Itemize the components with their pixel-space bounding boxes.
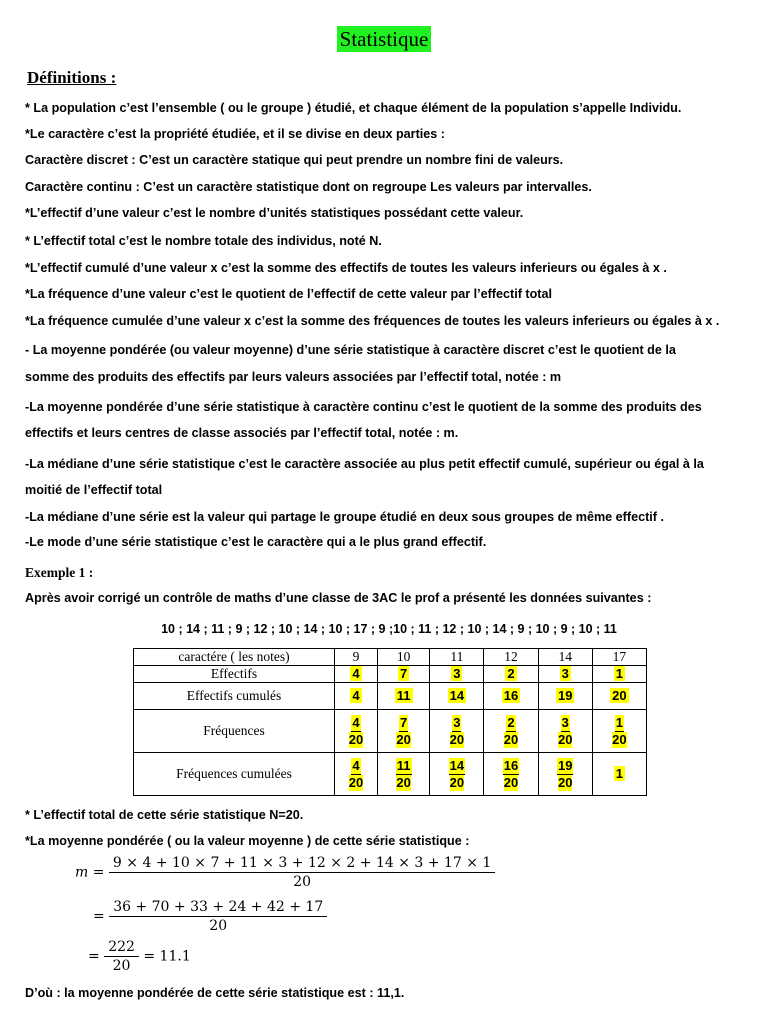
math-fraction (104, 939, 139, 974)
fraction-denominator: 20 (557, 731, 573, 747)
fraction-denominator: 20 (396, 731, 411, 747)
table-cell (538, 710, 592, 753)
fraction-denominator: 20 (348, 731, 364, 747)
table-row (134, 666, 647, 683)
math-fraction (109, 899, 327, 934)
definition-line: - La moyenne pondérée (ou valeur moyenne) d’une série statistique à caractère discret c’est le quotient de la (25, 343, 676, 357)
table-row (134, 683, 647, 710)
table-cell (592, 753, 646, 796)
highlighted-value: 1 (615, 766, 624, 781)
table-cell: 12 (484, 649, 538, 666)
fraction (396, 758, 412, 791)
definition-line: *L’effectif cumulé d’une valeur x c’est la somme des effectifs de toutes les valeurs inferieurs ou égales à x . (25, 261, 667, 275)
fraction-denominator: 20 (449, 774, 465, 790)
fraction-numerator: 3 (453, 714, 461, 730)
math-denominator: 20 (209, 918, 228, 934)
fraction-numerator: 14 (449, 757, 465, 773)
math-denominator: 20 (293, 874, 312, 890)
table-cell (335, 683, 378, 710)
math-equals: = (93, 908, 105, 925)
table-cell (592, 683, 646, 710)
definition-line: * L’effectif total c’est le nombre totale des individus, noté N. (25, 234, 382, 248)
page-title: Statistique (337, 26, 432, 52)
title-wrap (0, 26, 768, 52)
definition-line: Caractère continu : C’est un caractère statistique dont on regroupe Les valeurs par intervalles. (25, 180, 592, 194)
math-equals: = (88, 948, 100, 965)
table-cell (592, 710, 646, 753)
table-cell (378, 710, 430, 753)
definition-line: * La population c’est l’ensemble ( ou le groupe ) étudié, et chaque élément de la population s’appelle Individu. (25, 101, 682, 115)
math-equals: = (92, 864, 105, 881)
fraction-numerator: 1 (615, 714, 623, 730)
fraction-numerator: 3 (561, 714, 569, 730)
effectifs-label: Effectifs (134, 666, 335, 683)
math-line-2 (93, 899, 327, 934)
highlighted-value: 4 (352, 688, 360, 703)
math-result: = 11.1 (143, 948, 191, 965)
highlighted-value: 16 (503, 688, 519, 703)
fraction (449, 758, 465, 791)
definition-line: *La fréquence d’une valeur c’est le quotient de l’effectif de cette valeur par l’effectif total (25, 287, 552, 301)
definitions-heading: Définitions : (27, 68, 117, 87)
freq-cum-label: Fréquences cumulées (134, 753, 335, 796)
table-cell (430, 683, 484, 710)
fraction (349, 715, 363, 748)
fraction (503, 758, 519, 791)
fraction-numerator: 4 (352, 757, 360, 773)
table-cell (335, 710, 378, 753)
definition-line: somme des produits des effectifs par leurs valeurs associées par l’effectif total, notée : m (25, 370, 562, 384)
table-row (134, 710, 647, 753)
table-cell (538, 683, 592, 710)
table-cell (484, 710, 538, 753)
math-fraction (109, 855, 495, 890)
fraction-denominator: 20 (503, 731, 519, 747)
highlighted-value: 4 (352, 666, 360, 681)
math-line-1 (75, 855, 495, 890)
table-cell: 10 (378, 649, 430, 666)
table-cell (484, 753, 538, 796)
math-numerator: 36 + 70 + 33 + 24 + 42 + 17 (109, 899, 327, 917)
table-row (134, 649, 647, 666)
table-cell (378, 753, 430, 796)
highlighted-value: 7 (400, 666, 408, 681)
highlighted-value: 3 (453, 666, 461, 681)
fraction (349, 758, 363, 791)
fraction-numerator: 19 (557, 757, 573, 773)
fraction (396, 715, 410, 748)
fraction-numerator: 16 (503, 757, 519, 773)
example-heading: Exemple 1 : (25, 565, 94, 580)
fraction-numerator: 7 (400, 714, 408, 730)
highlighted-value: 20 (612, 688, 627, 703)
definition-line: -La médiane d’une série statistique c’est le caractère associée au plus petit effectif cumulé, supérieur ou égal à la (25, 457, 704, 471)
math-line-3 (88, 939, 191, 974)
cumules-label: Effectifs cumulés (134, 683, 335, 710)
frequences-label: Fréquences (134, 710, 335, 753)
definition-line: *La fréquence cumulée d’une valeur x c’est la somme des fréquences de toutes les valeurs inferieurs ou égales à x . (25, 314, 720, 328)
total-text: * L’effectif total de cette série statistique N=20. (25, 808, 304, 822)
math-variable: m (75, 864, 89, 881)
fraction-numerator: 11 (396, 757, 411, 773)
fraction (450, 715, 464, 748)
table-cell (538, 753, 592, 796)
highlighted-value: 14 (449, 688, 465, 703)
math-denominator: 20 (112, 958, 131, 974)
fraction-numerator: 4 (352, 714, 360, 730)
table-cell (484, 666, 538, 683)
math-numerator: 9 × 4 + 10 × 7 + 11 × 3 + 12 × 2 + 14 × 3 + 17 × 1 (109, 855, 495, 873)
table-row (134, 753, 647, 796)
fraction (504, 715, 518, 748)
data-series: 10 ; 14 ; 11 ; 9 ; 12 ; 10 ; 14 ; 10 ; 17 ; 9 ;10 ; 11 ; 12 ; 10 ; 14 ; 9 ; 10 ; 9 ; 10 ; 11 (161, 622, 617, 636)
fraction-denominator: 20 (612, 731, 627, 747)
fraction (558, 715, 572, 748)
fraction (557, 758, 573, 791)
conclusion: D’où : la moyenne pondérée de cette série statistique est : 11,1. (25, 986, 405, 1000)
example-intro: Après avoir corrigé un contrôle de maths d’une classe de 3AC le prof a présenté les données suivantes : (25, 591, 652, 605)
definition-line: Caractère discret : C’est un caractère statique qui peut prendre un nombre fini de valeurs. (25, 153, 564, 167)
highlighted-value: 11 (396, 688, 411, 703)
highlighted-value: 19 (557, 688, 573, 703)
definition-line: effectifs et leurs centres de classe associés par l’effectif total, notée : m. (25, 426, 459, 440)
definition-line: *L’effectif d’une valeur c’est le nombre d’unités statistiques possédant cette valeur. (25, 206, 524, 220)
table-cell (335, 753, 378, 796)
table-cell (378, 683, 430, 710)
table-header-label: caractére ( les notes) (134, 649, 335, 666)
table-cell (335, 666, 378, 683)
table-cell (430, 753, 484, 796)
definition-line: -Le mode d’une série statistique c’est le caractère qui a le plus grand effectif. (25, 535, 487, 549)
table-cell (484, 683, 538, 710)
highlighted-value: 3 (561, 666, 569, 681)
statistics-table (133, 648, 647, 796)
table-cell (430, 666, 484, 683)
fraction-denominator: 20 (449, 731, 465, 747)
fraction-denominator: 20 (503, 774, 519, 790)
table-cell (430, 710, 484, 753)
definition-line: moitié de l’effectif total (25, 483, 163, 497)
table-cell (592, 666, 646, 683)
mean-intro: *La moyenne pondérée ( ou la valeur moyenne ) de cette série statistique : (25, 834, 470, 848)
fraction (612, 715, 626, 748)
table-cell: 11 (430, 649, 484, 666)
highlighted-value: 1 (615, 666, 624, 681)
definition-line: -La médiane d’une série est la valeur qui partage le groupe étudié en deux sous groupes de même effectif . (25, 510, 664, 524)
table-cell: 14 (538, 649, 592, 666)
fraction-denominator: 20 (557, 774, 573, 790)
math-numerator: 222 (104, 939, 139, 957)
highlighted-value: 2 (507, 666, 515, 681)
fraction-denominator: 20 (396, 774, 411, 790)
fraction-denominator: 20 (348, 774, 364, 790)
table-cell: 9 (335, 649, 378, 666)
definition-line: -La moyenne pondérée d’une série statistique à caractère continu c’est le quotient de la somme des produits des (25, 400, 702, 414)
definition-line: *Le caractère c’est la propriété étudiée, et il se divise en deux parties : (25, 127, 445, 141)
table-cell: 17 (592, 649, 646, 666)
table-cell (538, 666, 592, 683)
table-cell (378, 666, 430, 683)
fraction-numerator: 2 (507, 714, 515, 730)
